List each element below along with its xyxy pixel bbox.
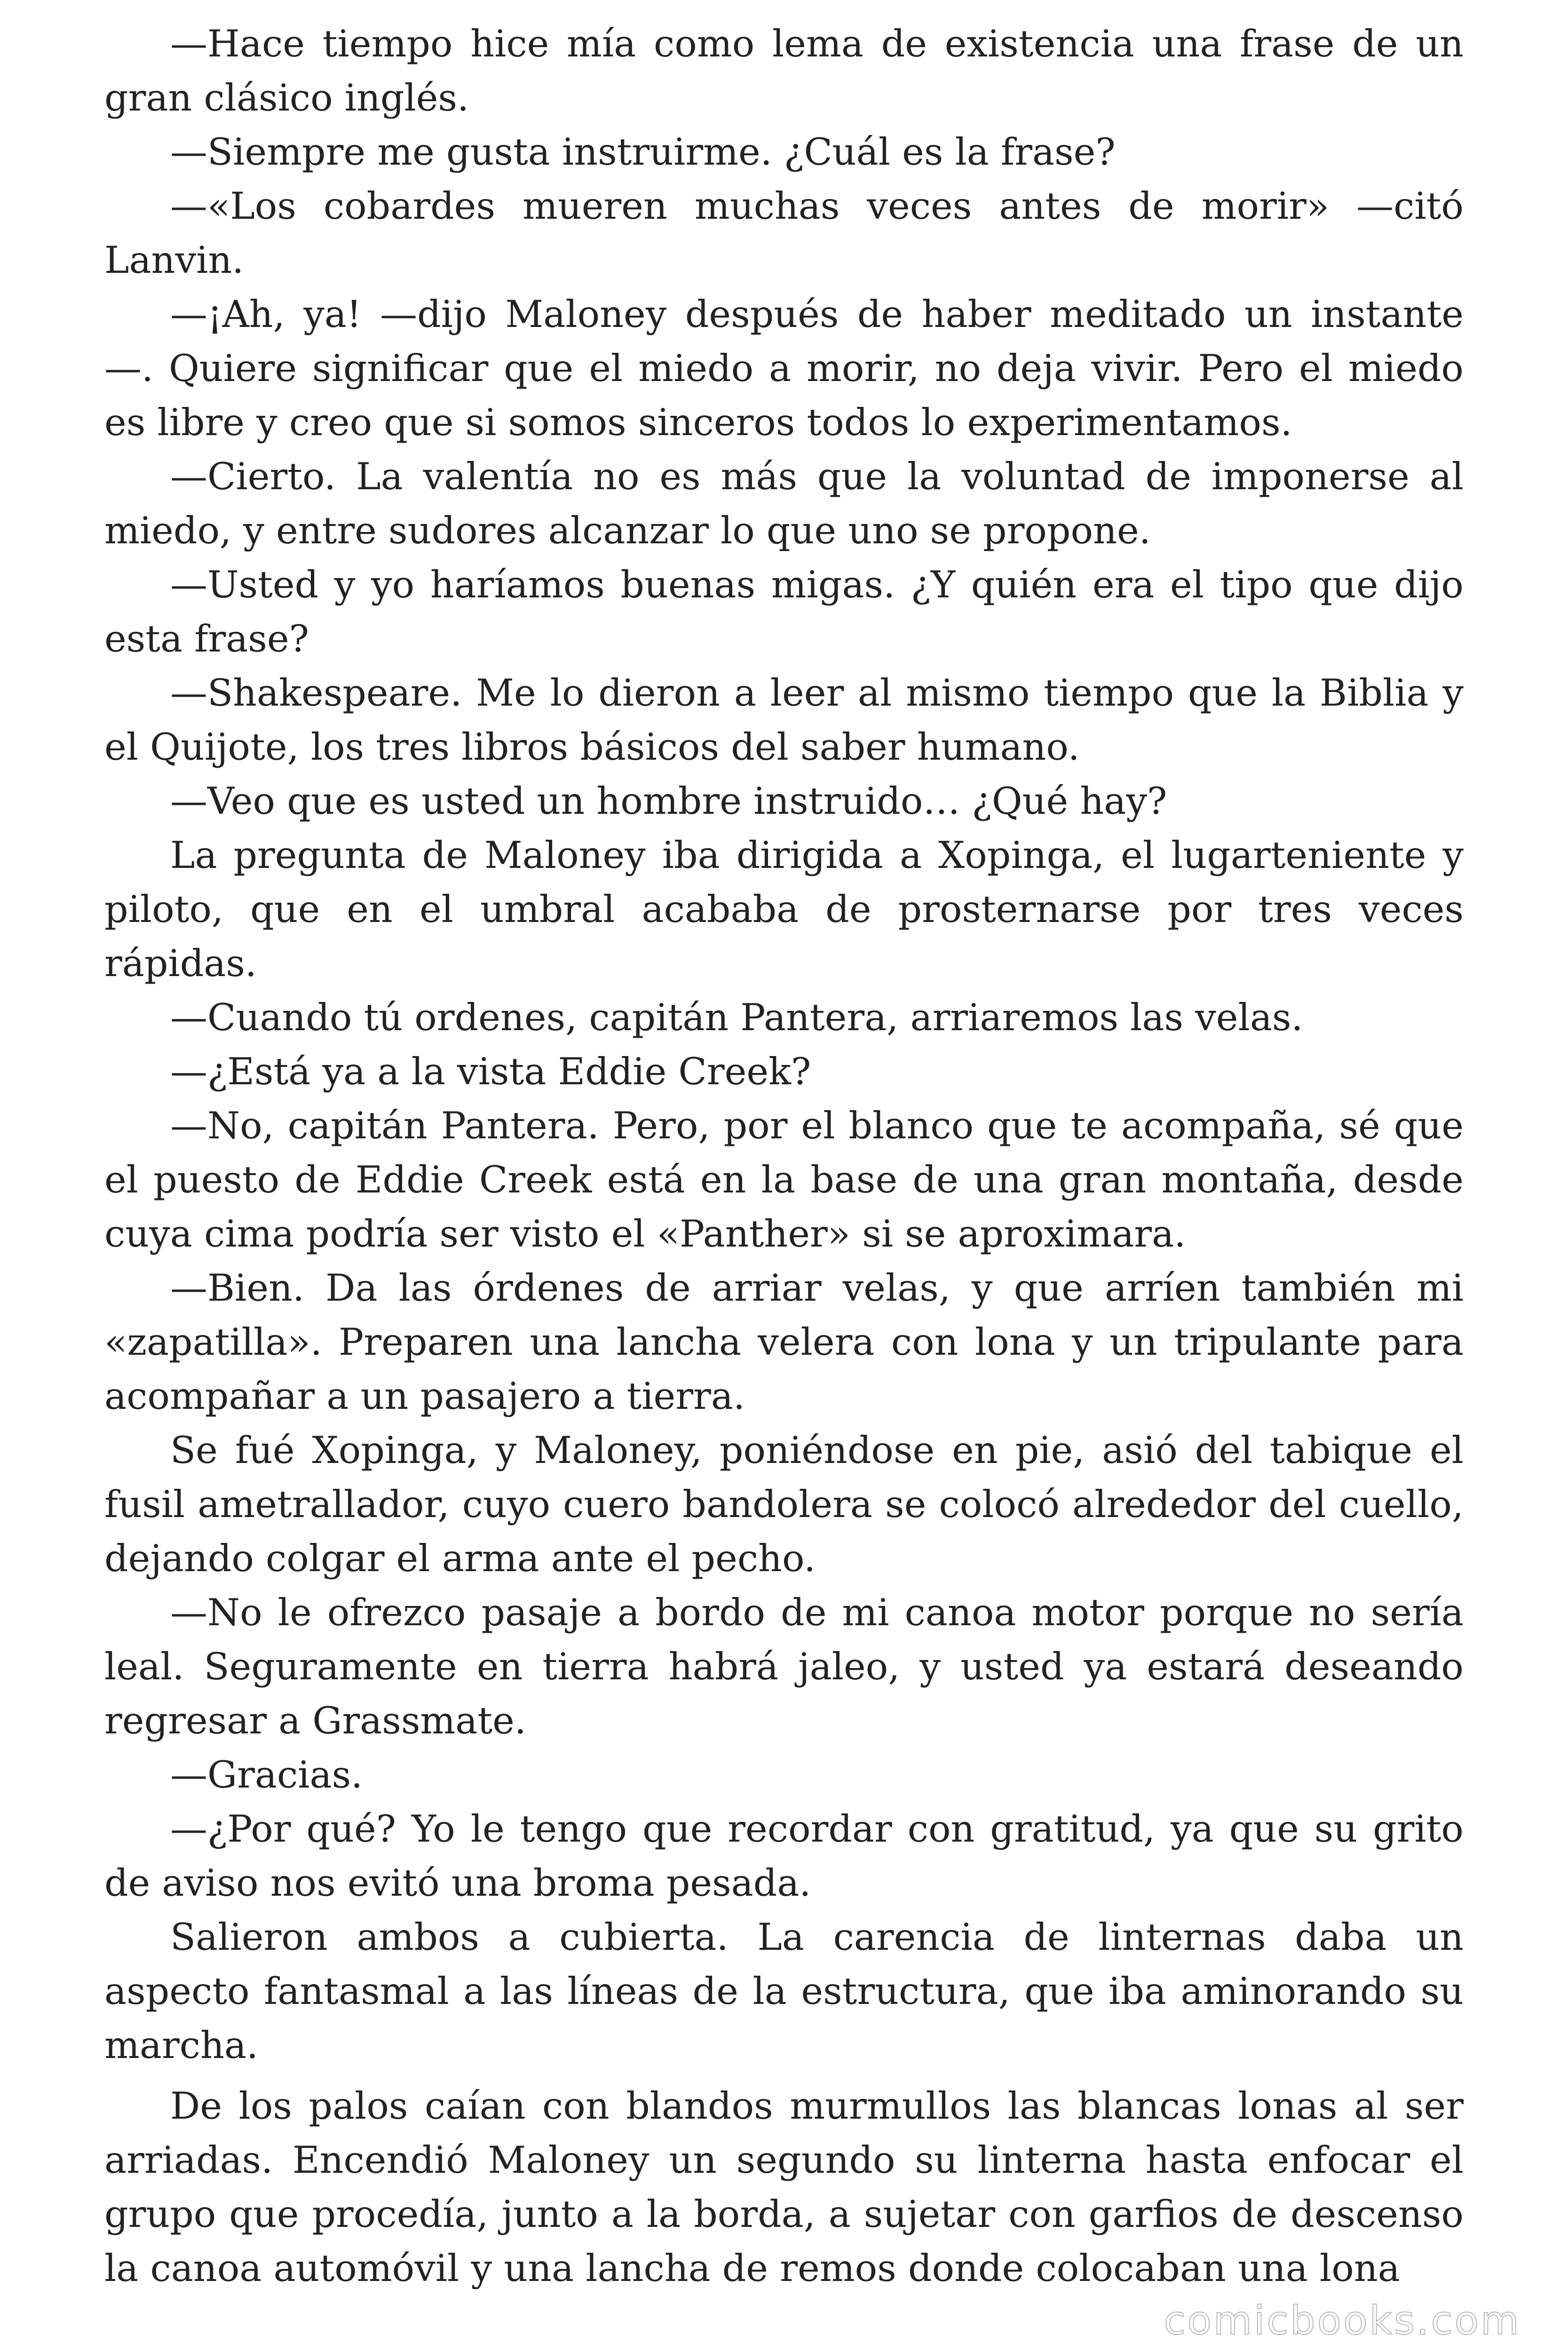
paragraph: La pregunta de Maloney iba dirigida a Xopinga, el lugarteniente y piloto, que en el umbral acababa de prosternarse por tres veces rápidas. xyxy=(104,834,1464,985)
book-page-text xyxy=(104,17,1464,2296)
paragraph: —Shakespeare. Me lo dieron a leer al mismo tiempo que la Biblia y el Quijote, los tres libros básicos del saber humano. xyxy=(104,671,1464,769)
paragraph: —No, capitán Pantera. Pero, por el blanco que te acompaña, sé que el puesto de Eddie Creek está en la base de una gran montaña, desde cuya cima podría ser visto el «Panther» si se aproximara. xyxy=(104,1104,1464,1255)
paragraph: —Veo que es usted un hombre instruido… ¿Qué hay? xyxy=(170,779,1167,823)
paragraph: Se fué Xopinga, y Maloney, poniéndose en pie, asió del tabique el fusil ametrallador, cuyo cuero bandolera se colocó alrededor del cuello, dejando colgar el arma ante el pecho. xyxy=(104,1429,1464,1580)
watermark-logo: comicbooks.com xyxy=(1164,2297,1521,2344)
paragraph: —Usted y yo haríamos buenas migas. ¿Y quién era el tipo que dijo esta frase? xyxy=(104,563,1464,660)
paragraph: Salieron ambos a cubierta. La carencia de linternas daba un aspecto fantasmal a las líneas de la estructura, que iba aminorando su marcha. xyxy=(104,1915,1464,2067)
paragraph: —Siempre me gusta instruirme. ¿Cuál es la frase? xyxy=(170,130,1116,174)
paragraph: De los palos caían con blandos murmullos las blancas lonas al ser arriadas. Encendió Maloney un segundo su linterna hasta enfocar el grupo que procedía, junto a la borda, a sujetar con garfios de descenso la canoa automóvil y una lancha de remos donde colocaban una lona xyxy=(104,2084,1464,2290)
paragraph: —Cuando tú ordenes, capitán Pantera, arriaremos las velas. xyxy=(170,996,1303,1039)
paragraph: —¿Está ya a la vista Eddie Creek? xyxy=(170,1050,811,1093)
paragraph: —No le ofrezco pasaje a bordo de mi canoa motor porque no sería leal. Seguramente en tierra habrá jaleo, y usted ya estará deseando regresar a Grassmate. xyxy=(104,1591,1464,1742)
paragraph: —Bien. Da las órdenes de arriar velas, y que arríen también mi «zapatilla». Preparen una lancha velera con lona y un tripulante para acompañar a un pasajero a tierra. xyxy=(104,1266,1464,1418)
paragraph: —«Los cobardes mueren muchas veces antes de morir» —citó Lanvin. xyxy=(104,184,1464,282)
paragraph: —¿Por qué? Yo le tengo que recordar con gratitud, ya que su grito de aviso nos evitó una broma pesada. xyxy=(104,1807,1464,1905)
paragraph: —¡Ah, ya! —dijo Maloney después de haber meditado un instante —. Quiere significar que el miedo a morir, no deja vivir. Pero el miedo es libre y creo que si somos sinceros todos lo experimentamos. xyxy=(104,293,1464,444)
paragraph: —Hace tiempo hice mía como lema de existencia una frase de un gran clásico inglés. xyxy=(104,22,1464,119)
paragraph: —Cierto. La valentía no es más que la voluntad de imponerse al miedo, y entre sudores alcanzar lo que uno se propone. xyxy=(104,455,1464,552)
paragraph: —Gracias. xyxy=(170,1753,363,1796)
